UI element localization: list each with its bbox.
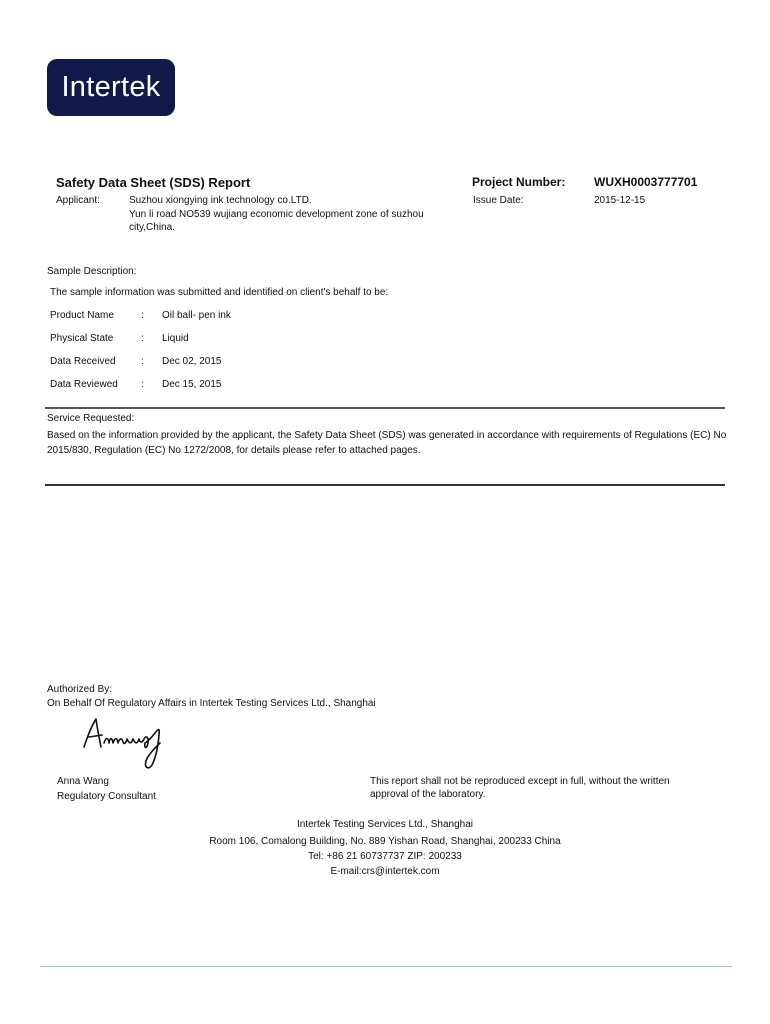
service-requested-heading: Service Requested: (47, 413, 135, 424)
applicant-address: Yun li road NO539 wujiang economic development zone of suzhou city,China. (129, 209, 424, 233)
sample-row-label: Data Received (50, 356, 116, 367)
sample-row-value: Dec 02, 2015 (162, 356, 222, 367)
authorized-on-behalf: On Behalf Of Regulatory Affairs in Intertek Testing Services Ltd., Shanghai (47, 698, 376, 709)
sample-row-colon: : (141, 356, 144, 367)
sample-row-value: Liquid (162, 333, 189, 344)
reproduction-disclaimer: This report shall not be reproduced except in full, without the written approval of the laboratory. (370, 776, 670, 800)
footer-company: Intertek Testing Services Ltd., Shanghai (296, 819, 474, 830)
sample-row-colon: : (141, 379, 144, 390)
authorized-by-heading: Authorized By: (47, 684, 113, 695)
footer-divider (40, 966, 732, 967)
footer-email: E-mail:crs@intertek.com (330, 866, 440, 877)
sample-description-heading: Sample Description: (47, 266, 137, 277)
sample-row-colon: : (141, 310, 144, 321)
sample-description-intro: The sample information was submitted and identified on client's behalf to be: (50, 287, 389, 298)
sample-row-label: Physical State (50, 333, 114, 344)
signer-name: Anna Wang (57, 776, 109, 787)
applicant-name: Suzhou xiongying ink technology co.LTD. (129, 195, 312, 206)
service-requested-text: Based on the information provided by the applicant, the Safety Data Sheet (SDS) was generated in accordance with requirements of Regulations (EC) No 2015/830, Regulation (EC) No 1272/2008, for details please refer to attached pages. (47, 430, 727, 456)
sample-row-label: Product Name (50, 310, 114, 321)
section-divider (45, 484, 725, 486)
sample-row-value: Oil ball- pen ink (162, 310, 231, 321)
handwritten-signature (78, 713, 168, 776)
project-number-label: Project Number: (472, 175, 566, 189)
project-number-value: WUXH0003777701 (594, 175, 698, 189)
sample-row-colon: : (141, 333, 144, 344)
section-divider (45, 407, 725, 409)
sample-row-value: Dec 15, 2015 (162, 379, 222, 390)
sample-row-label: Data Reviewed (50, 379, 118, 390)
signer-title: Regulatory Consultant (57, 791, 156, 802)
intertek-logo (47, 59, 175, 116)
applicant-label: Applicant: (56, 195, 100, 206)
footer-phone: Tel: +86 21 60737737 ZIP: 200233 (308, 851, 462, 862)
footer-address: Room 106, Comalong Building, No. 889 Yishan Road, Shanghai, 200233 China (209, 836, 561, 847)
logo-text: Intertek (61, 71, 161, 103)
report-title: Safety Data Sheet (SDS) Report (56, 175, 251, 190)
issue-date-value: 2015-12-15 (594, 195, 646, 206)
issue-date-label: Issue Date: (473, 195, 524, 206)
